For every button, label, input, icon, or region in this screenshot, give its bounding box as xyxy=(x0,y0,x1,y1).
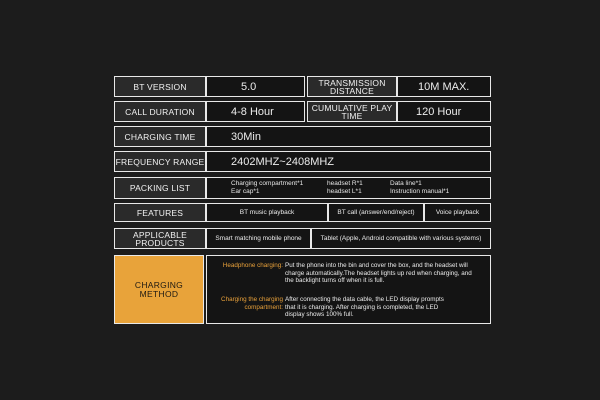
packing-item: headset L*1 xyxy=(327,188,362,195)
charging-method-value xyxy=(206,255,491,324)
row-bt-version xyxy=(114,76,491,97)
row-features xyxy=(114,203,491,222)
row-frequency xyxy=(114,151,491,172)
headphone-charging-text: Put the phone into the bin and cover the box, and the headset will charge automatically.The headset lights up red when charging, and the backlight turns off when it is full. xyxy=(285,262,472,284)
packing-item: Instruction manual*1 xyxy=(390,188,450,195)
packing-item: headset R*1 xyxy=(327,180,363,187)
cumulative-value: 120 Hour xyxy=(397,101,491,122)
bt-version-value: 5.0 xyxy=(206,76,305,97)
applicable-label: APPLICABLE PRODUCTS xyxy=(114,228,206,249)
packing-item: Data line*1 xyxy=(390,180,422,187)
frequency-value: 2402MHZ~2408MHZ xyxy=(206,151,491,172)
row-packing-list xyxy=(114,177,491,199)
packing-item: Ear cap*1 xyxy=(231,188,260,195)
applicable-item: Smart matching mobile phone xyxy=(206,228,311,249)
packing-list-value xyxy=(206,177,491,199)
feature-item: BT music playback xyxy=(206,203,328,222)
call-duration-label: CALL DURATION xyxy=(114,101,206,122)
compartment-charging-label: Charging the charging compartment: xyxy=(221,296,283,311)
charging-time-value: 30Min xyxy=(206,126,491,147)
bt-version-label: BT VERSION xyxy=(114,76,206,97)
cumulative-label: CUMULATIVE PLAY TIME xyxy=(307,101,397,122)
row-charging-time xyxy=(114,126,491,147)
charging-time-label: CHARGING TIME xyxy=(114,126,206,147)
features-label: FEATURES xyxy=(114,203,206,222)
row-call-duration xyxy=(114,101,491,122)
row-applicable xyxy=(114,228,491,249)
packing-list-label: PACKING LIST xyxy=(114,177,206,199)
call-duration-value: 4-8 Hour xyxy=(206,101,305,122)
transmission-label: TRANSMISSION DISTANCE xyxy=(307,76,397,97)
frequency-label: FREQUENCY RANGE xyxy=(114,151,206,172)
transmission-value: 10M MAX. xyxy=(397,76,491,97)
feature-item: Voice playback xyxy=(424,203,491,222)
packing-item: Charging compartment*1 xyxy=(231,180,304,187)
feature-item: BT call (answer/end/reject) xyxy=(328,203,424,222)
applicable-item: Tablet (Apple, Android compatible with various systems) xyxy=(311,228,491,249)
headphone-charging-label: Headphone charging: xyxy=(222,262,283,269)
compartment-charging-text: After connecting the data cable, the LED display prompts that it is charging. After charging is completed, the LED display shows 100% full. xyxy=(285,296,444,318)
row-charging-method xyxy=(114,255,491,324)
charging-method-label: CHARGING METHOD xyxy=(114,255,204,324)
